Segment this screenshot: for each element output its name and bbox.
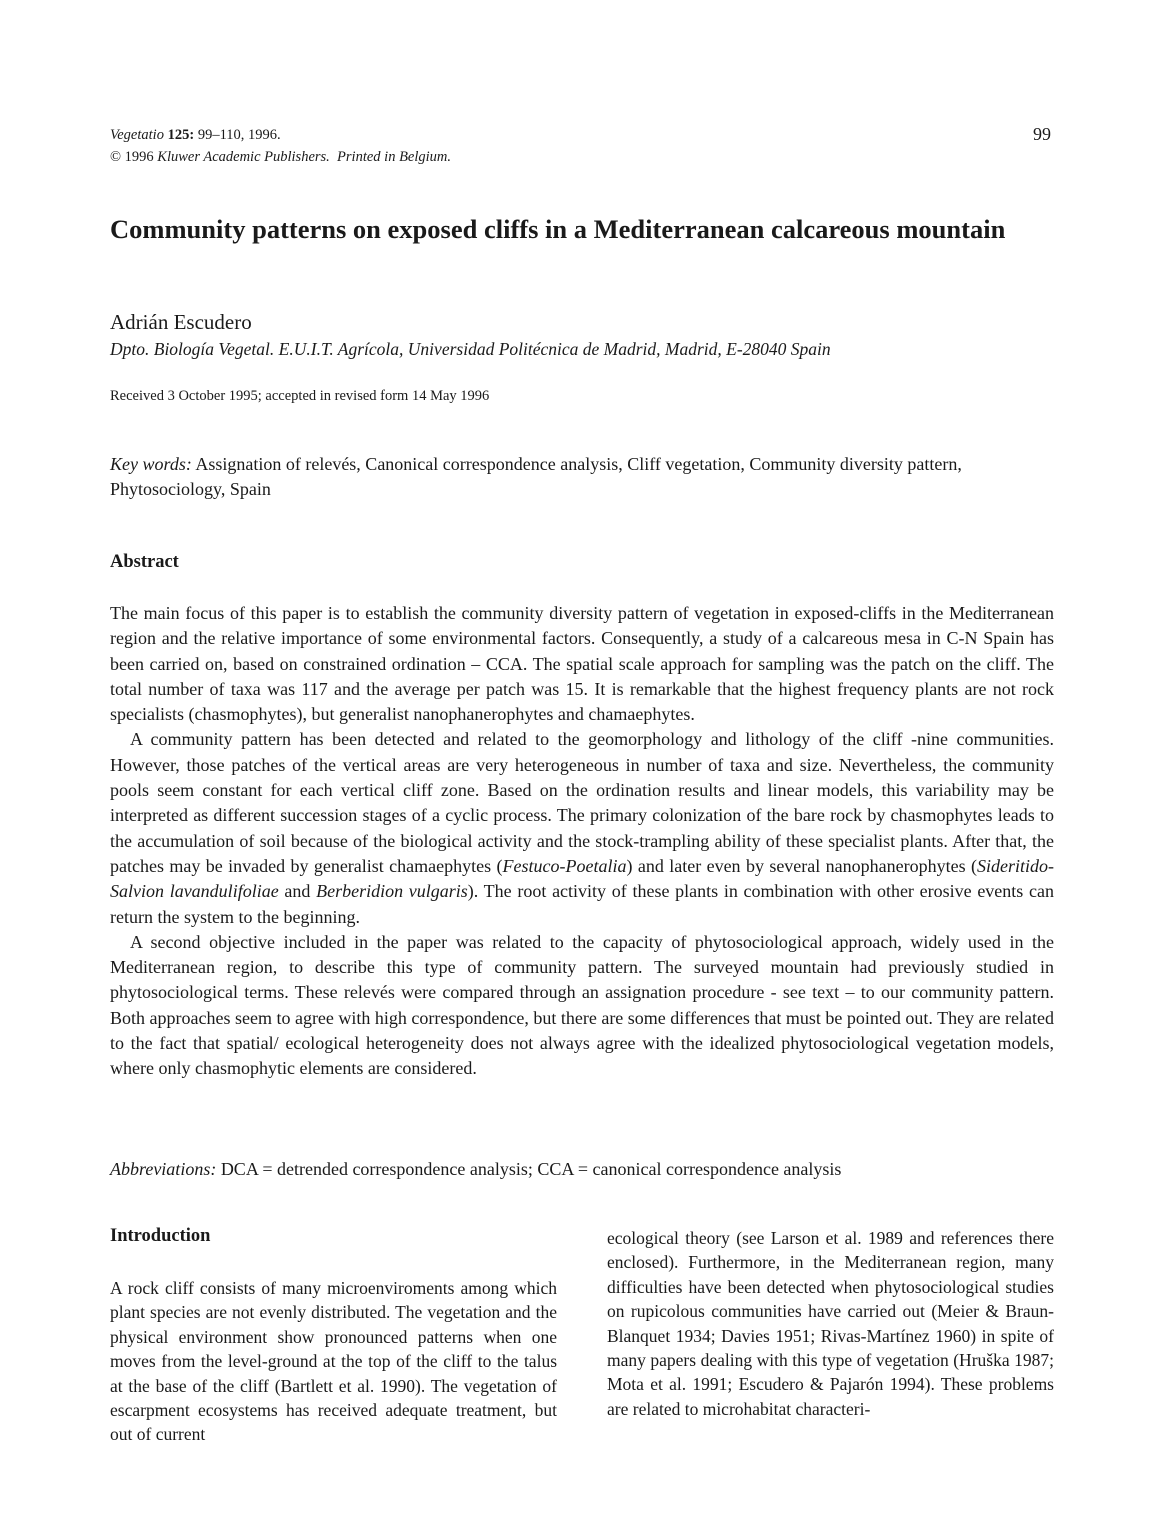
abstract-heading: Abstract xyxy=(110,552,179,572)
abstract-body xyxy=(110,601,1054,1082)
introduction-left-column xyxy=(110,1276,557,1447)
journal-name: Vegetatio xyxy=(110,127,164,143)
received-dates: Received 3 October 1995; accepted in revised form 14 May 1996 xyxy=(110,388,490,404)
keywords-label: Key words: xyxy=(110,454,192,474)
abstract-p2-text-b: ) and later even by several nanophanerophytes ( xyxy=(626,855,977,876)
introduction-left-text: A rock cliff consists of many microenviroments among which plant species are not evenly distributed. The vegetation and the physical environment show pronounced patterns when one moves from the level-ground at the top of the cliff to the talus at the base of the cliff (Bartlett et al. 1990). The vegetation of escarpment ecosystems has received adequate treatment, but out of current xyxy=(110,1278,557,1445)
copyright-symbol: © 1996 xyxy=(110,149,154,165)
introduction-heading: Introduction xyxy=(110,1226,211,1246)
abstract-paragraph-1: The main focus of this paper is to establish the community diversity pattern of vegetation in exposed-cliffs in the Mediterranean region and the relative importance of some environmental factors. Consequently, a study of a calcareous mesa in C-N Spain has been carried on, based on constrained ordination – CCA. The spatial scale approach for sampling was the patch on the cliff. The total number of taxa was 117 and the average per patch was 15. It is remarkable that the highest frequency plants are not rock specialists (chasmophytes), but generalist nanophanerophytes and chamaephytes. xyxy=(110,603,1054,725)
abstract-p2-text-d: ). The root activity of these plants in combination with other erosive events can return the system to the beginning. xyxy=(110,881,1054,927)
abbreviations-label: Abbreviations: xyxy=(110,1159,217,1179)
publisher-name: Kluwer Academic Publishers. xyxy=(157,149,330,165)
keywords-text: Assignation of relevés, Canonical correspondence analysis, Cliff vegetation, Community diversity pattern, Phytosociology, Spain xyxy=(110,454,962,499)
introduction-right-text: ecological theory (see Larson et al. 1989 and references there enclosed). Furthermore, in the Mediterranean region, many difficulties have been detected when phytosociological studies on rupicolous communities have carried out (Meier & Braun-Blanquet 1934; Davies 1951; Rivas-Martínez 1960) in spite of many papers dealing with this type of vegetation (Hruška 1987; Mota et al. 1991; Escudero & Pajarón 1994). These problems are related to microhabitat characteri- xyxy=(607,1228,1054,1419)
author-affiliation: Dpto. Biología Vegetal. E.U.I.T. Agrícola, Universidad Politécnica de Madrid, Madrid, E-28040 Spain xyxy=(110,339,831,359)
journal-pages-year: 99–110, 1996. xyxy=(197,127,281,143)
abstract-p2-taxon-2: Sideritido-Salvion lavandulifoliae xyxy=(110,855,1054,902)
copyright-line xyxy=(110,146,451,168)
abstract-paragraph-2 xyxy=(110,727,1054,929)
article-title: Community patterns on exposed cliffs in a Mediterranean calcareous mountain xyxy=(110,214,1006,244)
abstract-p2-text-a: A community pattern has been detected and related to the geomorphology and lithology of the cliff -nine communities. However, those patches of the vertical areas are very heterogeneous in number of taxa and size. Nevertheless, the community pools seem constant for each vertical cliff zone. Based on the ordination results and linear models, this variability may be interpreted as different succession stages of a cyclic process. The primary colonization of the bare rock by chasmophytes leads to the accumulation of soil because of the biological activity and the stock-trampling ability of these specialist plants. After that, the patches may be invaded by generalist chamaephytes ( xyxy=(110,729,1054,876)
journal-line xyxy=(110,124,451,146)
printed-in: Printed in Belgium. xyxy=(337,149,452,165)
page-number: 99 xyxy=(1033,124,1051,144)
abbreviations xyxy=(110,1159,841,1180)
journal-volume: 125: xyxy=(167,127,195,143)
introduction-right-column xyxy=(607,1226,1054,1421)
journal-citation xyxy=(110,124,451,168)
abstract-p2-text-c: and xyxy=(278,881,317,902)
abbreviations-text: DCA = detrended correspondence analysis; CCA = canonical correspondence analysis xyxy=(220,1159,842,1179)
abstract-paragraph-3: A second objective included in the paper was related to the capacity of phytosociological approach, widely used in the Mediterranean region, to describe this type of community pattern. The surveyed mountain had previously studied in phytosociological terms. These relevés were compared through an assignation procedure - see text – to our community pattern. Both approaches seem to agree with high correspondence, but there are some differences that must be pointed out. They are related to the fact that spatial/ ecological heterogeneity does not always agree with the idealized phytosociological vegetation models, where only chasmophytic elements are considered. xyxy=(110,931,1054,1079)
abstract-p2-taxon-3: Berberidion vulgaris xyxy=(316,881,468,902)
keywords xyxy=(110,452,1054,502)
abstract-p2-taxon-1: Festuco-Poetalia xyxy=(502,855,627,876)
author-name: Adrián Escudero xyxy=(110,310,252,334)
